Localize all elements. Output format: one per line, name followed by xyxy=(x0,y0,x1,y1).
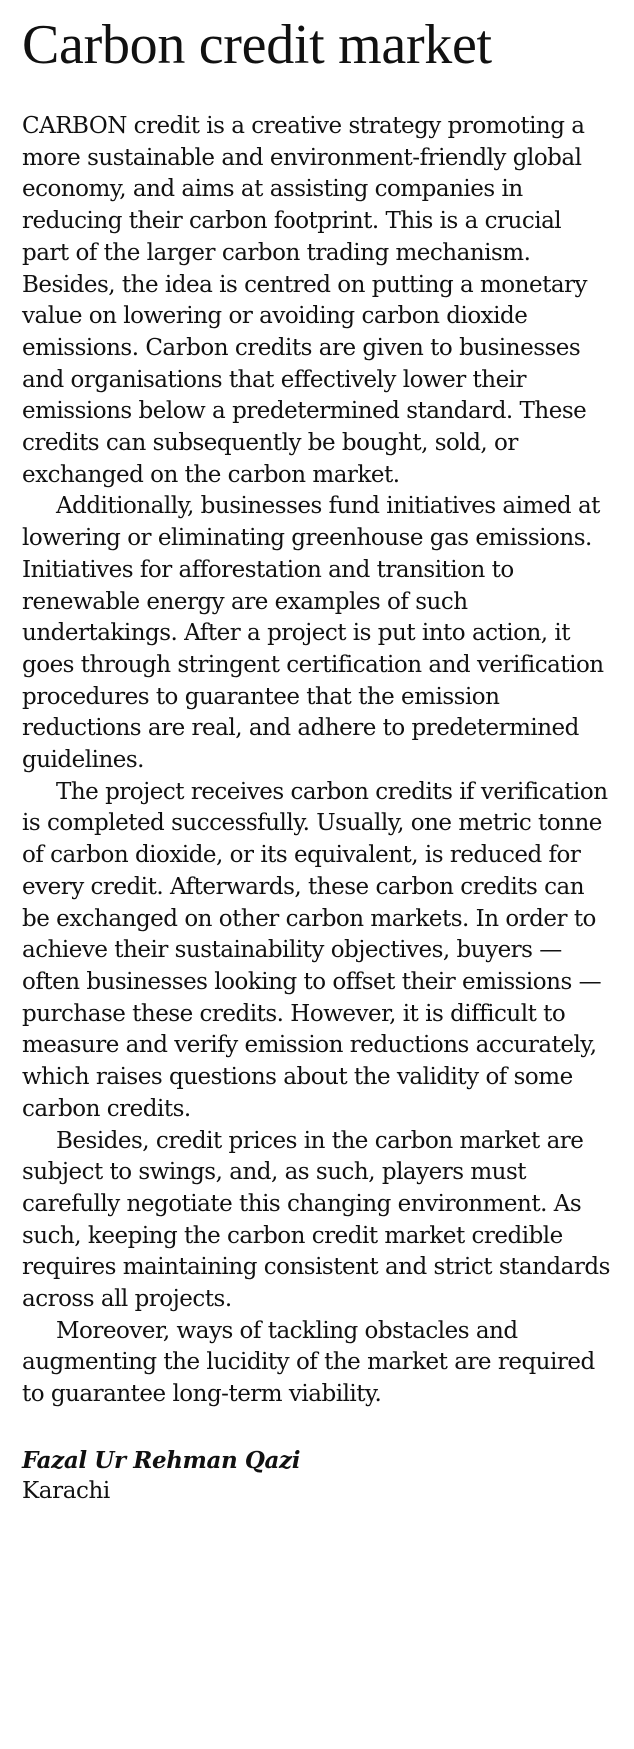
article-headline: Carbon credit market xyxy=(22,14,492,76)
article-paragraph: Moreover, ways of tackling obstacles and augmenting the lucidity of the market are required to guarantee long-term viability. xyxy=(22,1317,595,1408)
article-paragraph: CARBON credit is a creative strategy promoting a more sustainable and environment-friendly global economy, and aims at assisting companies in reducing their carbon footprint. This is a crucial part of the larger carbon trading mechanism. Besides, the idea is centred on putting a monetary value on lowering or avoiding carbon dioxide emissions. Carbon credits are given to businesses and organisations that effectively lower their emissions below a predetermined standard. These credits can subsequently be bought, sold, or exchanged on the carbon market. xyxy=(22,113,588,488)
article-paragraph: Besides, credit prices in the carbon market are subject to swings, and, as such, players must carefully negotiate this changing environment. As such, keeping the carbon credit market credible requires maintaining consistent and strict standards across all projects. xyxy=(22,1127,610,1313)
author-location: Karachi xyxy=(22,1477,110,1504)
article-paragraph: The project receives carbon credits if verification is completed successfully. Usually, one metric tonne of carbon dioxide, or its equivalent, is reduced for every credit. Afterwards, these carbon credits can be exchanged on other carbon markets. In order to achieve their sustainability objectives, buyers — often businesses looking to offset their emissions — purchase these credits. However, it is difficult to measure and verify emission reductions accurately, which raises questions about the validity of some carbon credits. xyxy=(22,778,608,1122)
byline xyxy=(22,1445,612,1507)
article-paragraph: Additionally, businesses fund initiatives aimed at lowering or eliminating greenhouse gas emissions. Initiatives for afforestation and transition to renewable energy are examples of such undertakings. After a project is put into action, it goes through stringent certification and verification procedures to guarantee that the emission reductions are real, and adhere to predetermined guidelines. xyxy=(22,493,604,774)
author-name: Fazal Ur Rehman Qazi xyxy=(22,1446,301,1474)
article-body xyxy=(22,111,612,1411)
